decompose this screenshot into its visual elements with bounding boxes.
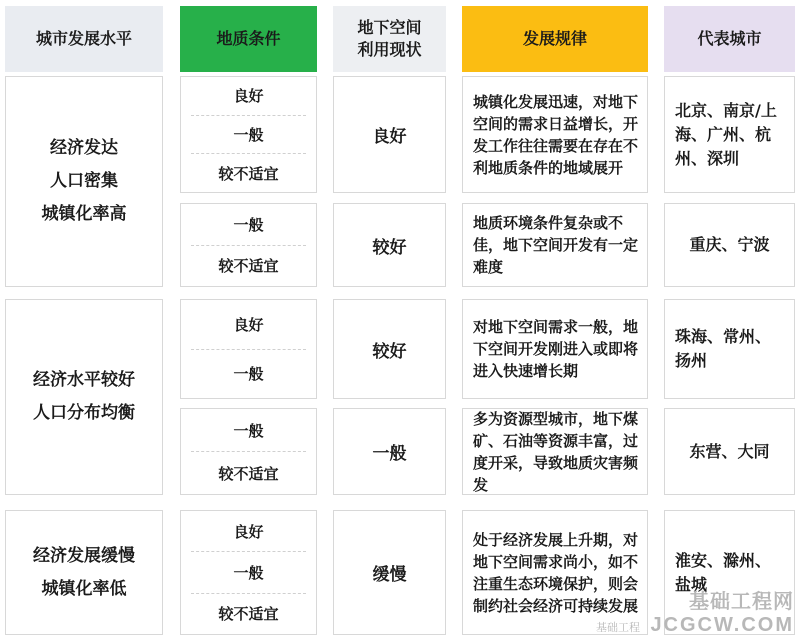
group-3-line: 经济发展缓慢 (33, 545, 135, 566)
row-1-status (333, 76, 446, 193)
geology-item: 一般 (191, 349, 306, 399)
status-value: 较好 (372, 341, 407, 362)
group-1-line: 人口密集 (50, 171, 118, 191)
row-5-status (333, 510, 446, 635)
header-geology (180, 6, 317, 72)
status-value: 较好 (372, 237, 407, 258)
row-4-cities (664, 408, 795, 495)
header-representative-cities-label: 代表城市 (697, 29, 762, 48)
status-value: 一般 (372, 444, 407, 464)
row-4-status (333, 408, 446, 495)
row-3-cities (664, 299, 795, 399)
geology-item: 较不适宜 (191, 245, 306, 287)
status-value: 良好 (372, 127, 407, 147)
geology-item: 一般 (233, 215, 264, 234)
header-development-law-label: 发展规律 (522, 29, 587, 48)
status-value: 缓慢 (372, 565, 407, 585)
law-text: 城镇化发展迅速，对地下空间的需求日益增长，开发工作往往需要在存在不利地质条件的地域展开 (473, 92, 639, 177)
header-geology-label: 地质条件 (216, 29, 281, 48)
header-underground-status-label: 地下空间 利用现状 (357, 18, 422, 59)
row-1-law (462, 76, 648, 193)
watermark-url: JCGCW.COM (650, 614, 794, 636)
group-1-line: 城镇化率高 (41, 204, 127, 224)
geology-item: 较不适宜 (191, 451, 306, 494)
watermark-small: 基础工程 (595, 622, 640, 634)
row-4-law (462, 408, 648, 495)
row-3-status (333, 299, 446, 399)
law-text: 地质环境条件复杂或不佳，地下空间开发有一定难度 (473, 214, 639, 276)
geology-item: 一般 (233, 421, 264, 440)
row-5-geology (180, 510, 317, 635)
header-underground-status (333, 6, 446, 72)
row-2-law (462, 203, 648, 287)
cities-text: 珠海、常州、扬州 (675, 327, 772, 370)
row-3-law (462, 299, 648, 399)
watermark-title: 基础工程网 (689, 591, 794, 613)
row-2-geology (180, 203, 317, 287)
law-text: 对地下空间需求一般，地下空间开发刚进入或即将进入快速增长期 (473, 318, 639, 380)
cities-text: 东营、大同 (689, 441, 770, 461)
header-representative-cities (664, 6, 795, 72)
row-2-status (333, 203, 446, 287)
geology-item: 一般 (191, 551, 306, 592)
header-city-level (5, 6, 163, 72)
header-development-law (462, 6, 648, 72)
geology-item: 较不适宜 (191, 153, 306, 192)
group-city-level-2 (5, 299, 163, 495)
law-text: 处于经济发展上升期，对地下空间需求尚小，如不注重生态环境保护，则会制约社会经济可持续发展 (473, 530, 639, 615)
group-city-level-3 (5, 510, 163, 635)
group-3-line: 城镇化率低 (41, 578, 127, 599)
cities-text: 北京、南京/上海、广州、杭州、深圳 (675, 100, 777, 168)
geology-item: 良好 (233, 522, 264, 541)
geology-item: 良好 (233, 315, 264, 334)
cities-text: 淮安、滁州、盐城 (675, 550, 772, 594)
group-1-line: 经济发达 (50, 138, 118, 158)
row-1-geology (180, 76, 317, 193)
watermark (596, 585, 794, 637)
law-text: 多为资源型城市，地下煤矿、石油等资源丰富，过度开采，导致地质灾害频发 (473, 409, 639, 494)
group-city-level-1 (5, 76, 163, 287)
row-4-geology (180, 408, 317, 495)
row-2-cities (664, 203, 795, 287)
row-1-cities (664, 76, 795, 193)
geology-item: 较不适宜 (191, 593, 306, 634)
group-2-line: 人口分布均衡 (33, 403, 135, 423)
row-3-geology (180, 299, 317, 399)
cities-text: 重庆、宁波 (689, 235, 770, 254)
header-city-level-label: 城市发展水平 (35, 29, 132, 48)
group-2-line: 经济水平较好 (33, 370, 135, 390)
geology-item: 良好 (233, 87, 264, 106)
geology-item: 一般 (191, 115, 306, 154)
